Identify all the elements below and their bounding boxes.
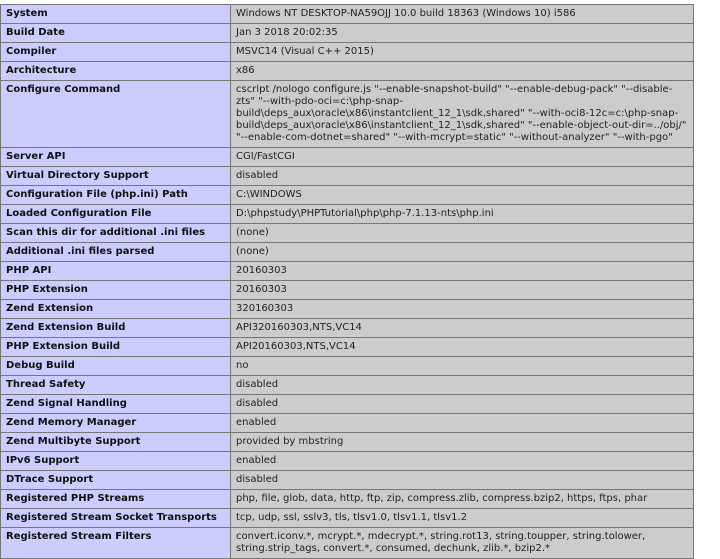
row-label: Scan this dir for additional .ini files [1, 224, 231, 243]
row-label: PHP Extension [1, 281, 231, 300]
table-row [1, 433, 694, 452]
table-row [1, 24, 694, 43]
table-row [1, 319, 694, 338]
row-value: provided by mbstring [231, 433, 694, 452]
table-row [1, 452, 694, 471]
row-value: API320160303,NTS,VC14 [231, 319, 694, 338]
row-value: x86 [231, 62, 694, 81]
table-row [1, 43, 694, 62]
row-label: Registered Stream Filters [1, 528, 231, 559]
table-row [1, 262, 694, 281]
row-value: disabled [231, 395, 694, 414]
row-label: Thread Safety [1, 376, 231, 395]
table-row [1, 281, 694, 300]
row-value: disabled [231, 376, 694, 395]
row-value: API20160303,NTS,VC14 [231, 338, 694, 357]
table-row [1, 376, 694, 395]
row-value: cscript /nologo configure.js "--enable-snapshot-build" "--enable-debug-pack" "--disable-zts" "--with-pdo-oci=c:\php-snap-build\deps_aux\oracle\x86\instantclient_12_1\sdk,shared" "--with-oci8-12c=c:\php-snap-build\deps_aux\oracle\x86\instantclient_12_1\sdk,shared" "--enable-object-out-dir=../obj/" "--enable-com-dotnet=shared" "--with-mcrypt=static" "--without-analyzer" "--with-pgo" [231, 81, 694, 148]
row-value: (none) [231, 224, 694, 243]
row-label: PHP API [1, 262, 231, 281]
row-label: Configure Command [1, 81, 231, 148]
row-label: Zend Extension [1, 300, 231, 319]
table-row [1, 5, 694, 24]
phpinfo-table [0, 4, 694, 559]
row-label: Architecture [1, 62, 231, 81]
row-label: Zend Memory Manager [1, 414, 231, 433]
row-value: 320160303 [231, 300, 694, 319]
row-value: CGI/FastCGI [231, 148, 694, 167]
table-row [1, 167, 694, 186]
row-value: disabled [231, 471, 694, 490]
row-label: Zend Signal Handling [1, 395, 231, 414]
table-row [1, 148, 694, 167]
table-row [1, 395, 694, 414]
row-value: MSVC14 (Visual C++ 2015) [231, 43, 694, 62]
row-label: Zend Extension Build [1, 319, 231, 338]
row-value: tcp, udp, ssl, sslv3, tls, tlsv1.0, tlsv1.1, tlsv1.2 [231, 509, 694, 528]
row-label: Virtual Directory Support [1, 167, 231, 186]
row-label: Additional .ini files parsed [1, 243, 231, 262]
row-value: Windows NT DESKTOP-NA59OJJ 10.0 build 18363 (Windows 10) i586 [231, 5, 694, 24]
row-value: enabled [231, 414, 694, 433]
phpinfo-panel [0, 4, 694, 559]
row-label: System [1, 5, 231, 24]
table-row [1, 528, 694, 559]
row-value: php, file, glob, data, http, ftp, zip, compress.zlib, compress.bzip2, https, ftps, phar [231, 490, 694, 509]
row-label: DTrace Support [1, 471, 231, 490]
row-label: Registered Stream Socket Transports [1, 509, 231, 528]
table-row [1, 62, 694, 81]
row-value: 20160303 [231, 281, 694, 300]
table-row [1, 300, 694, 319]
row-label: Compiler [1, 43, 231, 62]
row-label: Registered PHP Streams [1, 490, 231, 509]
table-row [1, 186, 694, 205]
row-value: enabled [231, 452, 694, 471]
row-value: C:\WINDOWS [231, 186, 694, 205]
row-label: Configuration File (php.ini) Path [1, 186, 231, 205]
row-value: disabled [231, 167, 694, 186]
table-row [1, 243, 694, 262]
table-row [1, 224, 694, 243]
table-row [1, 414, 694, 433]
table-row [1, 509, 694, 528]
table-row [1, 357, 694, 376]
table-row [1, 471, 694, 490]
row-label: IPv6 Support [1, 452, 231, 471]
row-value: convert.iconv.*, mcrypt.*, mdecrypt.*, string.rot13, string.toupper, string.tolower, string.strip_tags, convert.*, consumed, dechunk, zlib.*, bzip2.* [231, 528, 694, 559]
row-value: D:\phpstudy\PHPTutorial\php\php-7.1.13-nts\php.ini [231, 205, 694, 224]
row-value: no [231, 357, 694, 376]
row-value: (none) [231, 243, 694, 262]
row-label: Server API [1, 148, 231, 167]
row-label: Loaded Configuration File [1, 205, 231, 224]
table-row [1, 490, 694, 509]
row-label: Debug Build [1, 357, 231, 376]
row-value: Jan 3 2018 20:02:35 [231, 24, 694, 43]
phpinfo-table-body [1, 5, 694, 559]
row-label: Build Date [1, 24, 231, 43]
row-label: Zend Multibyte Support [1, 433, 231, 452]
row-value: 20160303 [231, 262, 694, 281]
table-row [1, 338, 694, 357]
table-row [1, 205, 694, 224]
row-label: PHP Extension Build [1, 338, 231, 357]
table-row [1, 81, 694, 148]
